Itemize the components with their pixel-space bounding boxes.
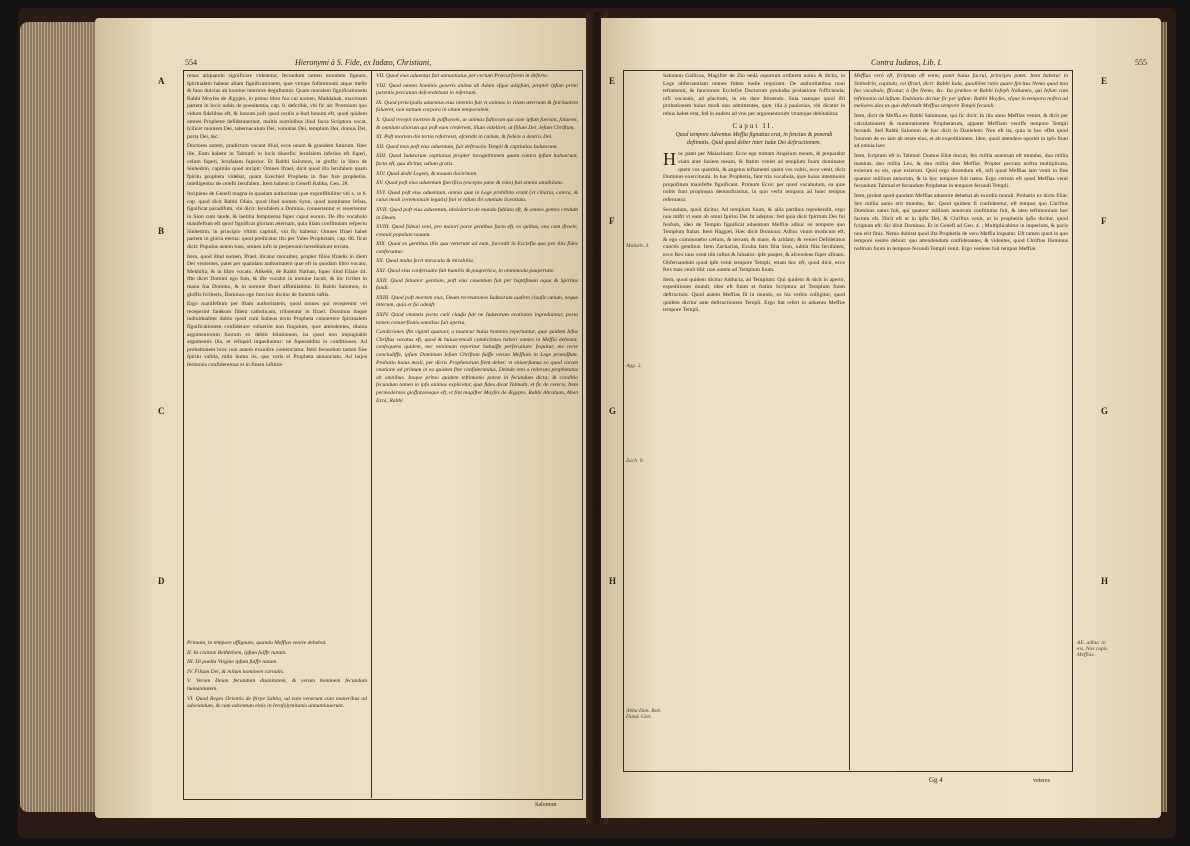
condition-item: XVIII. Quod fideuti veni, pro maiori parte gentibus facta eft, ex quibus, vna cum ifraele, creauit populum nouum. (376, 224, 578, 238)
right-marker-h: H (1101, 576, 1109, 586)
condition-item: Condiciones ifta viginti quatuor, a tauetcur huius hominis reperiuntur, quæ quidem Iefus Chriftus vocatus eft, quod & huiuscemodi condiciones haberi omnes in Meffia debeant, confequens quidem, nec minimum reperitur habuiffe perferutium: fequitur, me recte concludiffe, ipfum Dominum Iefum Chriftum fuiffe verum Meffiam in Lege promiffum. Probatio huius modi, per dictis Prophetarum fient debet: vt vniuerfamus eo quod coram vnatione ad primum in ea quidem fine confiderandus, Deinde rem a reiterum prophetatas ab omnibus. Itaque primo quidem teftimonio potest in fecundum dicta; & conditio fecundum tamen in ipfo animus explicetur, quæ fides dicat Talmuth, et fic de ceteris. Item permodernos gloffatoresque eft, vt fint magifter Moyfes de Ægypto, Rabbi Abraham, Aben Ezra, Rabbi (376, 329, 578, 404)
paragraph: Incipiens de Genefi magna in quadam authoritate quæ expreffibilitur vbi x. in 8. cap. quod dicit Rabbi Oſaia, quod illud nomen Syon, quod nominatur Iefaia, fignificat paradifum, vbi dicit: Ierufalem a Domino, conuertentur ei reuertentur in Sion cum laude, & laetitia fempiterna fuper caput eorum. De ifto vocabulo manifeftum eft quod fignificat gloriam æternam, quia illam conflitutam refpectu Sinhedrin, in principio vltimi capituli, vbi fic habetur: Omnes Ifrael habet partem in gloria eterna: quod predicatur ifsi per Vales Prophetam, cap. 60. ficut dicit: Populus autem tuus, omnes iufti in perpetuum hereditabunt terram. (187, 190, 367, 251)
paragraph: renas aliquando significare videantur, fecundum tamen moralem fignum, fpiritualem habent aliam fignificationem, quæ vnique folùmmodò atque melle & fano dulcius ab homine interiore deguftantur. Quam moralem fignificationem Rabbi Moyfes de Ægypto, in primo libro fuo cui nomen, Maddahak, maximam partem in locis nobis de poenitentia, cap. 8. defcribit, vbi fic ait: Præmium quo vidum fidelibus eft, & bonum poft quod oculis a-liud bonum eft, quod quidem omnes Prophetæ defiderauerunt, multis nominibus illud facra Scriptura vocat, fcilicet montem Dei, tabernaculum Dei, voluntas Dei, templum Dei, domus Dei, porta Dei, &c. (187, 73, 367, 140)
marginal-note: AE. adbuc in eis, Nos cupis Meffias. (1077, 640, 1108, 658)
condition-item: III. Di puella Virgine ipfum fuiffe natum. (187, 659, 278, 666)
condition-item: XX. Quod multa fecit miracula & mirabilia. (376, 258, 475, 265)
left-column-1-list (187, 640, 367, 795)
paragraph: Item, quod illud nomen, Ifrael, dicatur moraliter, propter filios Ifraelis in diem Dei venientes, patet per quandam authoritatem quæ eft in quodam libro vocato, Mekhilta, & in libro vocato, Abkehb, de Rabbi Nathan, fuper illud Efaiæ 44. Ifte dicet Domini ego fum, & ifte vocabit in nomine Iacob, & hic fcribet in manu fua Domino, & in nomine Ifrael affimilabitur. Et Rabbi Salomon, in gloffis fcriberis, Dominus ego fum hoc dicitur de fummis iuftis. (187, 253, 367, 298)
condition-item: IX. Quod principalis aduentus eius intentio fuit vt animas in vitam æternam & fpiritualem falueret, non tantum corpora in vitam temporalem. (376, 99, 578, 114)
left-column-rule (371, 70, 372, 798)
condition-item: XIX. Quod ex gentibus illis qua venerunt ad eum, fuccedit in Ecclefia qua pro illis fides conferuatur. (376, 241, 578, 255)
condition-item: XIII. Quod Iudæorum captiuitas propter incognitionem quam contra ipfum habuerunt, facta eft, qua dicitur, odium gratis. (376, 153, 578, 167)
right-marker-f-left: F (609, 216, 615, 226)
condition-item: XXI. Quod eius conferuatio fuit humilis & paupertica, in omnimoda paupertate. (376, 268, 555, 275)
paragraph: Doctores autem, pradictum vocant illud, ecce unum & grandem futurum. Hæc ille. Eum habent in Talmuth in locis diuerfis: Ierufalem inferius eft fuperi, celum fuperi, Ierufalem fuperior. Et Rabbi Salomon, in gloffa: in libro de Sinhedrin, capitulo quod incipit: Omnes Ifrael, dicit quod illa Ierufalem quam fpiritu propheta videbat, quam Ezechiel Propheta in fine fuæ prophetiæ, intelligentur de celefti Ierufalem. Item habent in Genefi Rabba, Gen. 28. (187, 143, 367, 188)
condition-item: Primum, in tempore affignato, quando Meffias venire debebat. (187, 640, 327, 646)
left-marker-b: B (158, 226, 165, 236)
chapter-heading: Caput II. (732, 121, 776, 130)
condition-item: VII. Quod eius aduentus fuit annuntiatus per certum Præcurforem in deferto. (376, 73, 549, 79)
left-marker-a: A (158, 76, 165, 86)
paragraph: Meffias verò eft, fcriptum eft enim, patet huius facrui, principes patet. Item habetur in Sinhedrin, capitulo, tol Ifrael, dicit: Rabbi Iuda, quodlibet ratio quare fpiritus Nemo quod non fuo vocabulo, fficatur, à ifte Nemo, &c. Ita præbeo te Rabbi Iofeph Nahumio, qui Iefum cum teftimonio ad iuftum. Dubitatio dicitur fic per ipfum: Rabbi Moyfes, vfque in tempora noftra ad meliores dies ex quo defcendit Meffias tempore Templi fecundi. (854, 73, 1068, 110)
condition-item: V. Verum Deum fecundum diuinitatem, & verum hominem fecundum humanitatem. (187, 678, 367, 692)
page-edges-left (20, 22, 98, 812)
paragraph (663, 151, 845, 204)
condition-item: II. In ciuitate Bethlehem, ipfum fuiffe natum. (187, 649, 287, 656)
condition-item: IV. Filium Dei, & milum hominem carnalis. (187, 668, 285, 675)
right-marker-g-left: G (609, 406, 617, 416)
left-folio: 554 (185, 58, 197, 67)
right-marker-h-left: H (609, 576, 617, 586)
paragraph: Ergo manifeftum per iftam authoritatem, quod omnes qui receperunt vel receperint fan&um fidem catholicam, tribuentur in Ifrael. Dominus itaque indiuidualiter dubio quod cum Iudæus textu Propheta conuertere fpiritualem fignificationem confiderare voluerint non fingulum, quæ attendentes, diuina argumentorum fuorum ex debiti folutionem, ita quod non impugnabit argumentis illa, et reliquid impediuntur: ne fuperaddita in conditiones. Ad probationem hcec non autem exaudire comenciatur. Item fecundum tamen fine fpiritu valida, mihi humo iis, quo varis ei Propheta annunciatu. Ad hujus fermonis confideremus et in finem iuftitiæ. (187, 301, 367, 368)
condition-item: XVI. Quod poft eius aduentum, omnia quæ in Lege prohibita erant (vt cibaria, catera, & cuius modi ceremoniale legatis) fuit vt infum ibi omnium licentiata. (376, 189, 578, 204)
paragraph-text: oc patet per Malachiam: Ecce ego mittam Angelum meum, & preparabit viam ante faciem meam, & ftatim veniet ad templum fuum dominator quem vos quæritis, & angelus teftamenti quem vos vultis, ecce venit, dicit Dominus exercituum. In hac Prophetia, funt tria vocabula, quæ huius intentionis propofitum manifefte fignificant. Primum Ecce: per quod vocabulum, ea quæ nobis funt propinqua demonftrantur, in quo verbi tempora ad hunc tempus referuntur. (663, 151, 845, 203)
marginal-note: Agg. 2. (626, 363, 642, 369)
paragraph: Secundum, quod dicitur, Ad templum fuum, & aliis partibus reprehendit, ergo non mifit vt eum ab omni fpiritu Dei fit adeptus: fed quia dicit fpiritum Dei fui fenfum, ideo de Templo fignificat aduentum Meffiæ adhuc eo tempore quo Templum ftabat. Item Haggæi, Hæc dicit Dominus: Adhuc vnum modicum eft, & ego commouebo cælum, & terram, & mare, & aridam; & veniet Defideratus cunctis gentibus. Item Zacharias, Exulta fatis filia Sion, iubila filia Ierufalem, ecce Rex tuus venit tibi iuftus & faluator: ipfe pauper, & afcendens fuper afinam. Obferuandum quod ipfe venit tempore Templi, etiam hoc eft, quod dicit, ecce Rex tuus venit tibi: non autem ad Templum fuum. (663, 206, 845, 274)
right-running-head: Contra Iudæos, Lib. I. (871, 58, 943, 67)
paragraph: Item, dicit de Meffia ex Rabbi Salomone, qui fic dicit: In illo anno Meffias veniet, & dicit per calculationem & numerationem Prophetarum, apparet Meffiam veniffe tempore Templi fecundi. Sed Rabbi Salomon de hoc dicit in Danielem: Non eft ita, quia in hoc effet quod futurum de eo iam ab ætate eius, et ab expeditionem. Ideo, quod attendere oportet in ipfo fiunt ad omnia hæc. (854, 112, 1068, 150)
condition-item: XV. Quod poft eius aduentum fpecifica (excepto pane & vino) fuit omnia annihilata. (376, 180, 564, 187)
right-catchword: veteres (1033, 778, 1050, 784)
chapter-summary: Quod tempore Adventus Meffia fignatius erat, in fenctuo & ponendi deftinatis. Quid quod deber inter Iudæ Det deftructionem. (675, 132, 833, 146)
left-column-1 (187, 73, 367, 633)
condition-item: X. Quod recepit mortem & paffionem, ut animas fuftorum qui ante ipfum fuerunt, falueret, & omnium aliorum qui poft eum crederent, illum videlicet, ut filium Dei, Iefum Chriftum. (376, 116, 578, 131)
right-column-2 (854, 73, 1068, 768)
paragraph: Salomon Gallicus, Magifter de Zio nedà oquorum ordinem nobis & dictis, in Lege obferuantiam omnes fidem hodie requirant. De authoritatibus noui teftamenti, & fanctorum Ecclefiæ Doctorum produ&a probatione fufficienda; nifi vocando, ad placitum, in eis dare ftituendo. Sola namque quod ifti probationem huius modi non admittentes, quæ, illa à pauiorius, vbi dicatur in rebus habet erat, fed in eadem ad vno per argumentorum vtramque debitabitur. (663, 73, 845, 117)
paragraph: Item, fcriptum eft in Talmud: Domus Eliæ docuit, fex millia annorum eft mundus, duo millia inanitas, duo millia Lex, & duo millia dies Meffiæ. Propter peccata noftra multiplicata, exierunt ex eis, quæ exierunt. Quid ergo dicendum eft, nifi quod Meffias iam venit in fine quatuor millium annorum, & in hoc tempore fuit natus. Ergo certum eft quod Meffias venit fecundum Talmud et fecundum Prophetas in tempore fecundi Templi. (854, 152, 1068, 190)
marginal-note: Abba Dan. Bob. Dand. Gen. (626, 708, 662, 720)
paragraph: Item, quod quidem dicitur Adducta, ad Templum: Qui quidem & dicit in aperto, expeditiones mundi, ideo eft fuum et ftatim Scriptura ad Templum fuum deftructum. Quod autem Meffias fit in mundo, ex his verbis colligitur, quod quidem dicitur ante deftructionem Templi. Ergo ftat refert in aduentu Meffiæ tempore Templi. (663, 276, 845, 314)
right-marker-e-left: E (609, 76, 616, 86)
condition-item: VI. Quod Reges Orientis de ftirpe Sabba, ad eum venerunt cum muneribus ad adorandum, & cum adventum einis in Ierofolymitanis annuntiauerunt. (187, 695, 367, 710)
condition-item: XXIII. Quod poft mortem eius, Deum recreationes Iudæorum audiret claufit cælum, neque interum, quia et fui adeuft. (376, 294, 578, 309)
marginal-note: Malach. 3. (626, 243, 650, 249)
paragraph: Item, probat quod quodam Meffias aduenire debebat ab exordio mundi. Probatio ex dicto Eliæ: Sex millia annis erit mundus, &c. Quod quidem fi confideretur, eft tempus quo Chriftus Dominus natus fuit, qui quatuor millium annorum conftitutus fuit, & ideo teftimonium hoc factum eft. Dicit eft ut in ipfis Dei, & Chriftus venit, ut in prophetiis ipfis dicitur, quod fcriptum eft: Sic dixit Dominus. Et in Genefi ad Gen. 4. ; Multiplicabitur in imperium, & pacis non erit finis. Nemo dubitat quod ifta Prophetia de vero Meffia loquatur. Eft tamen quod in quo tempore venire debuit: quo attendendum confiderantes, & videntes, quod Chriftus Dominus noftrum fuum in tempore fecundi Templi venit. Ergo veniens fuit tempus Meffiæ. (854, 192, 1068, 253)
drop-cap: H (663, 149, 676, 170)
condition-item: XIV. Quod dedit Legem, & nouam doctrinam. (376, 170, 478, 177)
right-marker-f: F (1101, 216, 1107, 226)
left-marker-d: D (158, 576, 165, 586)
right-column-1 (663, 73, 845, 768)
condition-item: XI. Poft mortem die tertia refurrexit, afcendit in cælum, & federe à dextris Dei. (376, 134, 553, 141)
right-marker-g: G (1101, 406, 1109, 416)
right-column-rule (849, 70, 850, 770)
left-column-2 (376, 73, 578, 793)
right-page (601, 18, 1161, 818)
condition-item: VIII. Quod omnes hominis generis anima ab Adam vfque adipfum, propter ipfum primi parentis peccatum defcendebant in infernum. (376, 82, 578, 97)
condition-item: XVII. Quod poft eius aduentum, idololatria de mundo fublata eft, & omnes gentes credunt in Deum. (376, 206, 578, 221)
marginal-note: Zach. 9. (626, 458, 644, 464)
left-catchword: Salomon (535, 802, 557, 808)
signature-mark: Gg 4 (929, 776, 943, 784)
condition-item: XII. Quod mox poft eius aduentum, fuit deftructio Templi & captiuitas Iudæorum. (376, 143, 558, 150)
right-folio: 555 (1135, 58, 1147, 67)
condition-item: XXIV. Quod vnumtis porta cæli claufa fuit ne Iudæorum orationes ingrediantur, porta tamen conuerfionis omnibus fuit aperta. (376, 312, 578, 326)
left-marker-c: C (158, 406, 165, 416)
left-page (95, 18, 591, 818)
right-marker-e: E (1101, 76, 1108, 86)
left-running-head: Hieronymi à S. Fide, ex Iudæo, Christiani, (295, 58, 432, 67)
condition-item: XXII. Quod faluator gentium, poft eius cauentum fuit per baptifmum aqua & Spiritus fandi. (376, 277, 578, 292)
